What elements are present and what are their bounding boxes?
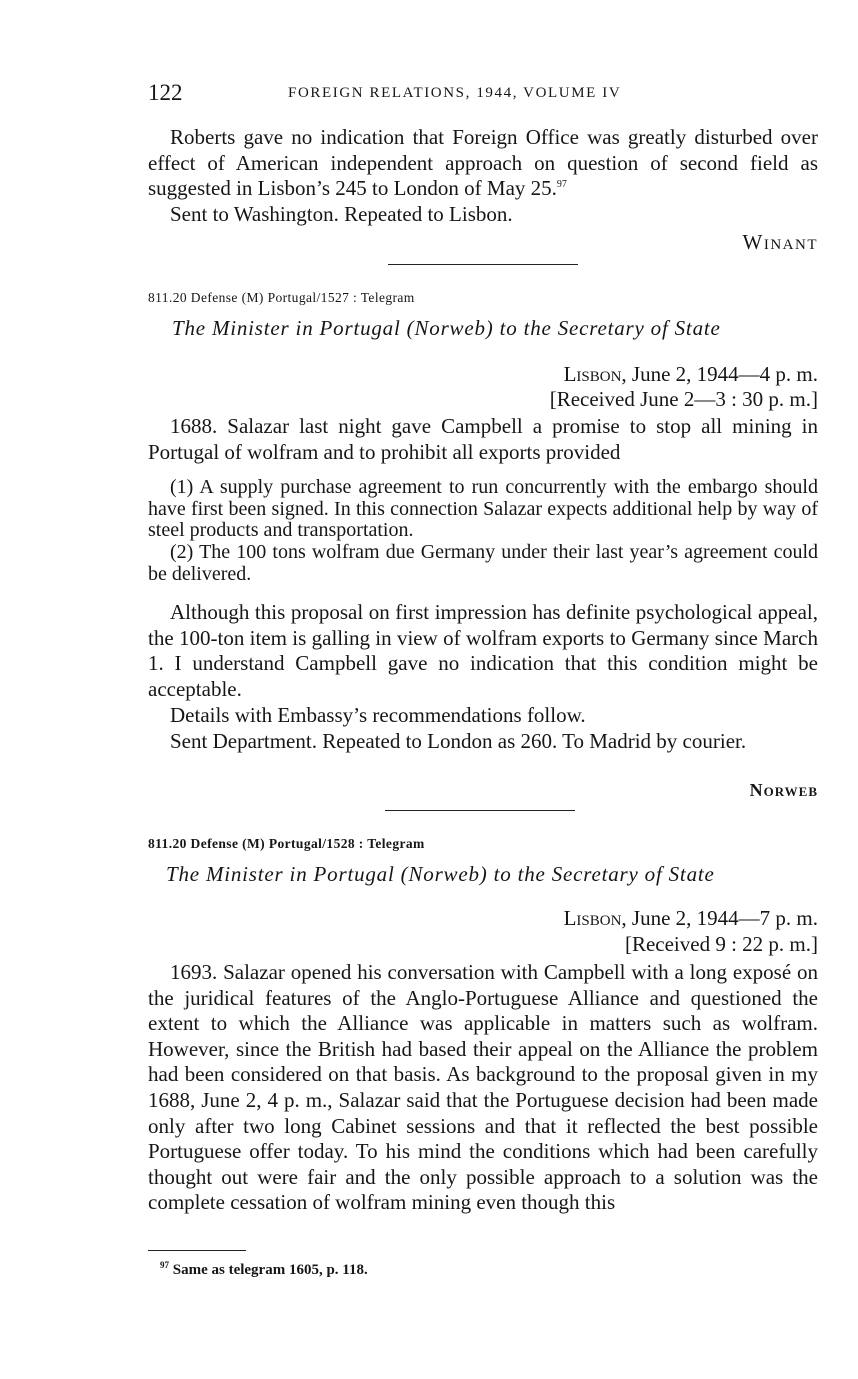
footnote-divider — [148, 1250, 246, 1251]
footnote-reference: 97 — [556, 179, 567, 191]
doc1-paragraph-4: Sent Department. Repeated to London as 260. To Madrid by courier. — [170, 729, 747, 753]
doc1-paragraph-2: Although this proposal on first impression has definite psychological appeal, the 100-ton item is galling in view of wolfram exports to Germany since March 1. I understand Campbell gave no indication that this condition might be acceptable. — [148, 600, 818, 701]
page-number: 122 — [148, 80, 183, 105]
section-divider — [385, 810, 575, 811]
doc1-condition-1: (1) A supply purchase agreement to run concurrently with the embargo should have first been signed. In this connection Salazar expects additional help by way of steel products and transportation. — [148, 476, 818, 541]
doc2-title: The Minister in Portugal (Norweb) to the Secretary of State — [166, 862, 715, 886]
doc1-title: The Minister in Portugal (Norweb) to the Secretary of State — [172, 316, 721, 340]
doc2-file-reference: 811.20 Defense (M) Portugal/1528 : Telegram — [148, 836, 425, 851]
doc2-received: [Received 9 : 22 p. m.] — [624, 932, 818, 956]
signature-winant: Winant — [742, 230, 818, 254]
section-divider — [388, 264, 578, 265]
footnote: $^{97}$ Same as telegram 1605, p. 118. — [160, 1260, 368, 1278]
doc1-opening-paragraph: 1688. Salazar last night gave Campbell a promise to stop all mining in Portugal of wolfram and to prohibit all exports provided — [148, 414, 818, 464]
doc1-received: [Received June 2—3 : 30 p. m.] — [549, 387, 818, 411]
running-title: FOREIGN RELATIONS, 1944, VOLUME IV — [288, 85, 622, 101]
doc2-dateline: Lisbon, June 2, 1944—7 p. m. — [563, 906, 818, 930]
section1-sent-line: Sent to Washington. Repeated to Lisbon. — [170, 202, 513, 226]
doc1-condition-2: (2) The 100 tons wolfram due Germany under their last year’s agreement could be delivered. — [148, 541, 818, 585]
page-header — [148, 80, 818, 112]
section1-paragraph: Roberts gave no indication that Foreign Office was greatly disturbed over effect of American independent approach on question of second field as suggested in Lisbon’s 245 to London of May 25.97 — [148, 125, 818, 201]
doc1-file-reference: 811.20 Defense (M) Portugal/1527 : Telegram — [148, 290, 415, 305]
doc1-paragraph-3: Details with Embassy’s recommendations follow. — [170, 703, 586, 727]
doc1-dateline: Lisbon, June 2, 1944—4 p. m. — [563, 362, 818, 386]
signature-norweb: Norweb — [749, 780, 818, 800]
doc2-paragraph-1: 1693. Salazar opened his conversation with Campbell with a long exposé on the juridical features of the Anglo-Portuguese Alliance and questioned the extent to which the Alliance was applicable in matters such as wolfram. However, since the British had based their appeal on the Alliance the problem had been considered on that basis. As background to the proposal given in my 1688, June 2, 4 p. m., Salazar said that the Portuguese decision had been made only after two long Cabinet sessions and that it reflected the best possible Portuguese offer today. To his mind the conditions which had been carefully thought out were fair and the only possible approach to a solution was the complete cessation of wolfram mining even though this — [148, 960, 818, 1215]
